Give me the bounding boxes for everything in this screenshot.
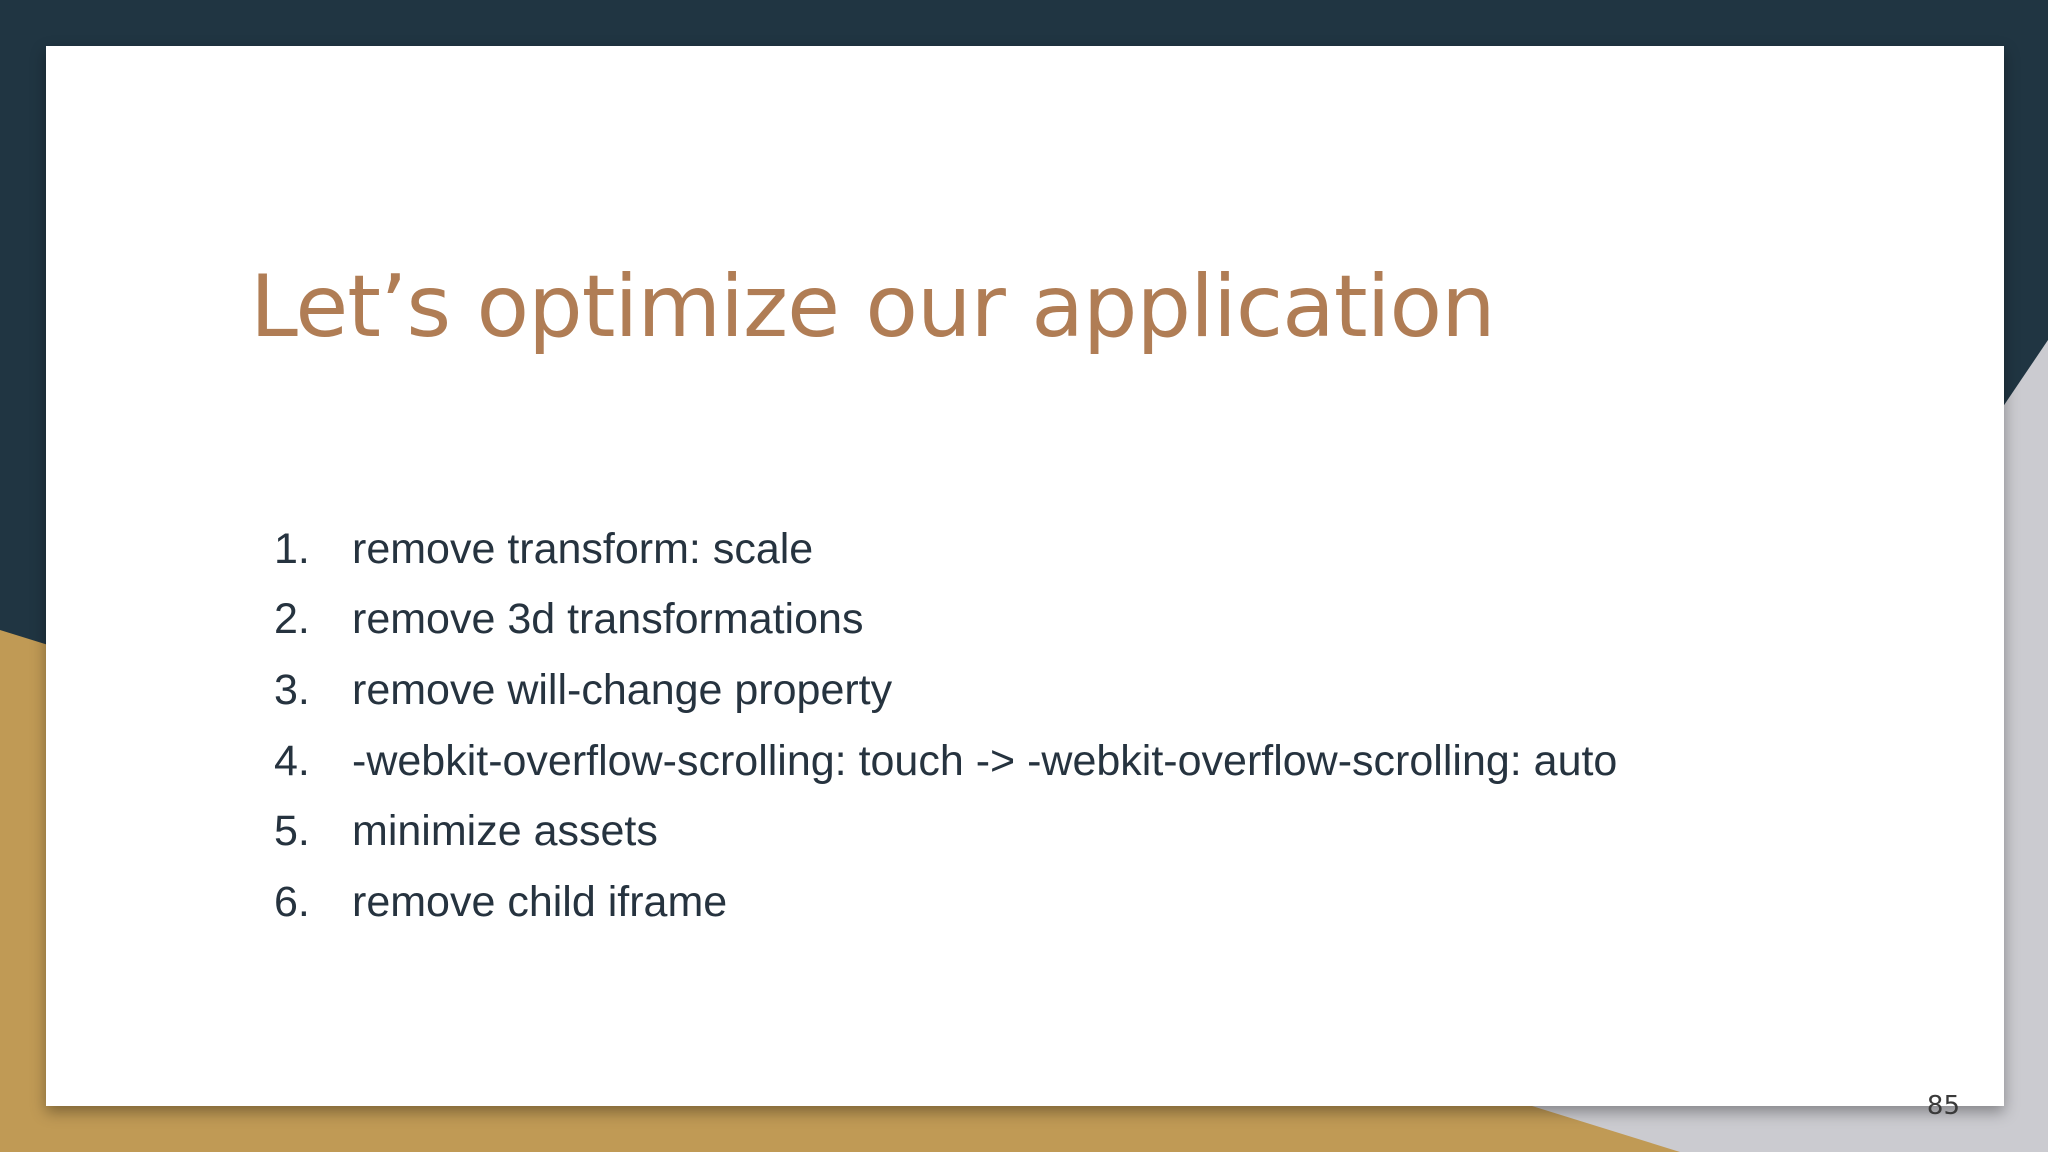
slide-card [46,46,2004,1121]
list-item-number: 4. [274,736,310,785]
list-item-number: 6. [274,877,310,926]
list-item [274,585,1617,656]
list-item-number: 1. [274,524,310,573]
list-item-number: 5. [274,807,310,856]
list-item [274,796,1617,867]
list-item-text: remove 3d transformations [352,595,864,644]
list-item [274,867,1617,938]
list-item [274,726,1617,797]
list-item-text: minimize assets [352,807,658,856]
numbered-list [274,514,1617,938]
list-item-number: 3. [274,665,310,714]
list-item-text: remove will-change property [352,665,893,714]
list-item [274,655,1617,726]
list-item-text: remove child iframe [352,877,728,926]
list-item [274,514,1617,585]
list-item-text: -webkit-overflow-scrolling: touch -> -webkit-overflow-scrolling: auto [352,736,1618,785]
slide-title: Let’s optimize our application [250,257,1495,357]
list-item-text: remove transform: scale [352,524,814,573]
page-number: 85 [1926,1091,1960,1121]
list-item-number: 2. [274,595,310,644]
